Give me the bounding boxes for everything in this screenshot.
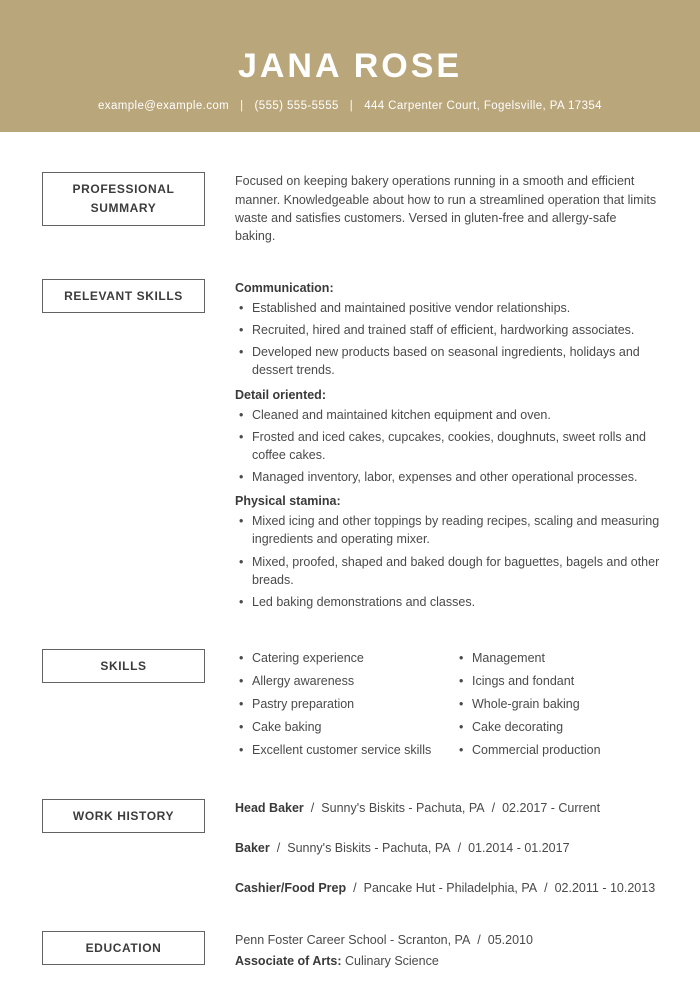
skill-group-communication xyxy=(235,279,660,380)
summary-text: Focused on keeping bakery operations running in a smooth and efficient manner. Knowledgeable about how to run a streamlined operation that limits waste and satisfies customers. Versed in gluten-free and allergy-safe baking. xyxy=(235,174,657,243)
job-title: Cashier/Food Prep xyxy=(235,880,347,895)
section-skills xyxy=(42,649,660,765)
job-dates: 02.2011 - 10.2013 xyxy=(554,880,656,895)
skill-bullet: • Led baking demonstrations and classes. xyxy=(235,593,660,611)
section-work-history xyxy=(42,799,660,897)
skills-list-item: • Icings and fondant xyxy=(455,672,660,690)
contact-line xyxy=(20,100,680,112)
skills-content xyxy=(235,649,660,765)
skills-list-item: • Pastry preparation xyxy=(235,695,455,713)
job-title: Head Baker xyxy=(235,800,304,815)
job-separator: / xyxy=(310,800,315,815)
education-label-box: EDUCATION xyxy=(42,931,205,966)
skill-bullet: • Managed inventory, labor, expenses and other operational processes. xyxy=(235,468,660,486)
skills-label-column xyxy=(42,649,235,765)
skill-bullet: • Mixed icing and other toppings by reading recipes, scaling and measuring ingredients and operating mixer. xyxy=(235,512,660,548)
job-title: Baker xyxy=(235,840,270,855)
education-degree-line xyxy=(235,952,660,970)
skills-list-item: • Management xyxy=(455,649,660,667)
resume-body xyxy=(0,132,700,1000)
education-degree: Associate of Arts: xyxy=(235,954,342,969)
skills-list-item: • Catering experience xyxy=(235,649,455,667)
skill-bullet-list xyxy=(235,406,660,487)
skills-label-box: SKILLS xyxy=(42,649,205,684)
job-separator: / xyxy=(491,800,496,815)
contact-separator: | xyxy=(349,100,354,113)
education-date: 05.2010 xyxy=(487,932,533,947)
skill-group-detail-oriented xyxy=(235,386,660,487)
skill-bullet: • Developed new products based on seasonal ingredients, holidays and dessert trends. xyxy=(235,343,660,379)
skill-bullet: • Established and maintained positive vendor relationships. xyxy=(235,299,660,317)
skills-list-item: • Excellent customer service skills xyxy=(235,741,455,759)
work-history-label-box: WORK HISTORY xyxy=(42,799,205,834)
relevant-skills-content xyxy=(235,279,660,615)
skill-bullet: • Recruited, hired and trained staff of efficient, hardworking associates. xyxy=(235,321,660,339)
skills-list xyxy=(455,649,660,760)
skill-bullet: • Cleaned and maintained kitchen equipment and oven. xyxy=(235,406,660,424)
job-company: Sunny's Biskits - Pachuta, PA xyxy=(321,800,485,815)
skills-list-item: • Cake baking xyxy=(235,718,455,736)
skill-group-heading: Physical stamina: xyxy=(235,494,341,509)
education-label-column xyxy=(42,931,235,970)
candidate-name: JANA ROSE xyxy=(237,47,463,85)
section-education xyxy=(42,931,660,970)
job-separator: / xyxy=(457,840,462,855)
contact-phone: (555) 555-5555 xyxy=(254,100,339,113)
contact-address: 444 Carpenter Court, Fogelsville, PA 17354 xyxy=(364,100,602,113)
job-dates: 01.2014 - 01.2017 xyxy=(468,840,570,855)
relevant-skills-label-column xyxy=(42,279,235,615)
skill-bullet: • Frosted and iced cakes, cupcakes, cookies, doughnuts, sweet rolls and coffee cakes. xyxy=(235,428,660,464)
job-separator: / xyxy=(544,880,548,895)
education-school: Penn Foster Career School - Scranton, PA xyxy=(235,932,471,947)
job-dates: 02.2017 - Current xyxy=(502,800,601,815)
job-entry xyxy=(235,879,660,897)
section-professional-summary xyxy=(42,172,660,245)
skills-list-item: • Allergy awareness xyxy=(235,672,455,690)
work-history-label-column xyxy=(42,799,235,897)
header-banner xyxy=(0,0,700,132)
contact-separator: | xyxy=(240,100,244,113)
education-school-line xyxy=(235,931,660,949)
education-field: Culinary Science xyxy=(345,954,439,969)
education-content xyxy=(235,931,660,970)
job-company: Sunny's Biskits - Pachuta, PA xyxy=(287,840,451,855)
skills-list xyxy=(235,649,455,760)
summary-label-column xyxy=(42,172,235,245)
relevant-skills-label-box: RELEVANT SKILLS xyxy=(42,279,205,314)
job-separator: / xyxy=(276,840,281,855)
job-entry xyxy=(235,839,660,857)
skills-column-1 xyxy=(235,649,455,765)
contact-email: example@example.com xyxy=(98,100,230,113)
skills-list-item: • Whole-grain baking xyxy=(455,695,660,713)
skills-list-item: • Commercial production xyxy=(455,741,660,759)
skill-bullet-list xyxy=(235,512,660,611)
skills-column-2 xyxy=(455,649,660,765)
skill-group-physical-stamina xyxy=(235,492,660,611)
work-history-content xyxy=(235,799,660,897)
skills-columns xyxy=(235,649,660,765)
skill-bullet-list xyxy=(235,299,660,380)
job-separator: / xyxy=(353,880,357,895)
section-relevant-skills xyxy=(42,279,660,615)
skill-group-heading: Detail oriented: xyxy=(235,387,326,402)
job-company: Pancake Hut - Philadelphia, PA xyxy=(363,880,538,895)
skill-bullet: • Mixed, proofed, shaped and baked dough for baguettes, bagels and other breads. xyxy=(235,553,660,589)
job-entry xyxy=(235,799,660,817)
summary-label-box: PROFESSIONAL SUMMARY xyxy=(42,172,205,225)
education-separator: / xyxy=(477,932,481,947)
summary-content xyxy=(235,172,660,245)
skill-group-heading: Communication: xyxy=(235,280,334,295)
skills-list-item: • Cake decorating xyxy=(455,718,660,736)
